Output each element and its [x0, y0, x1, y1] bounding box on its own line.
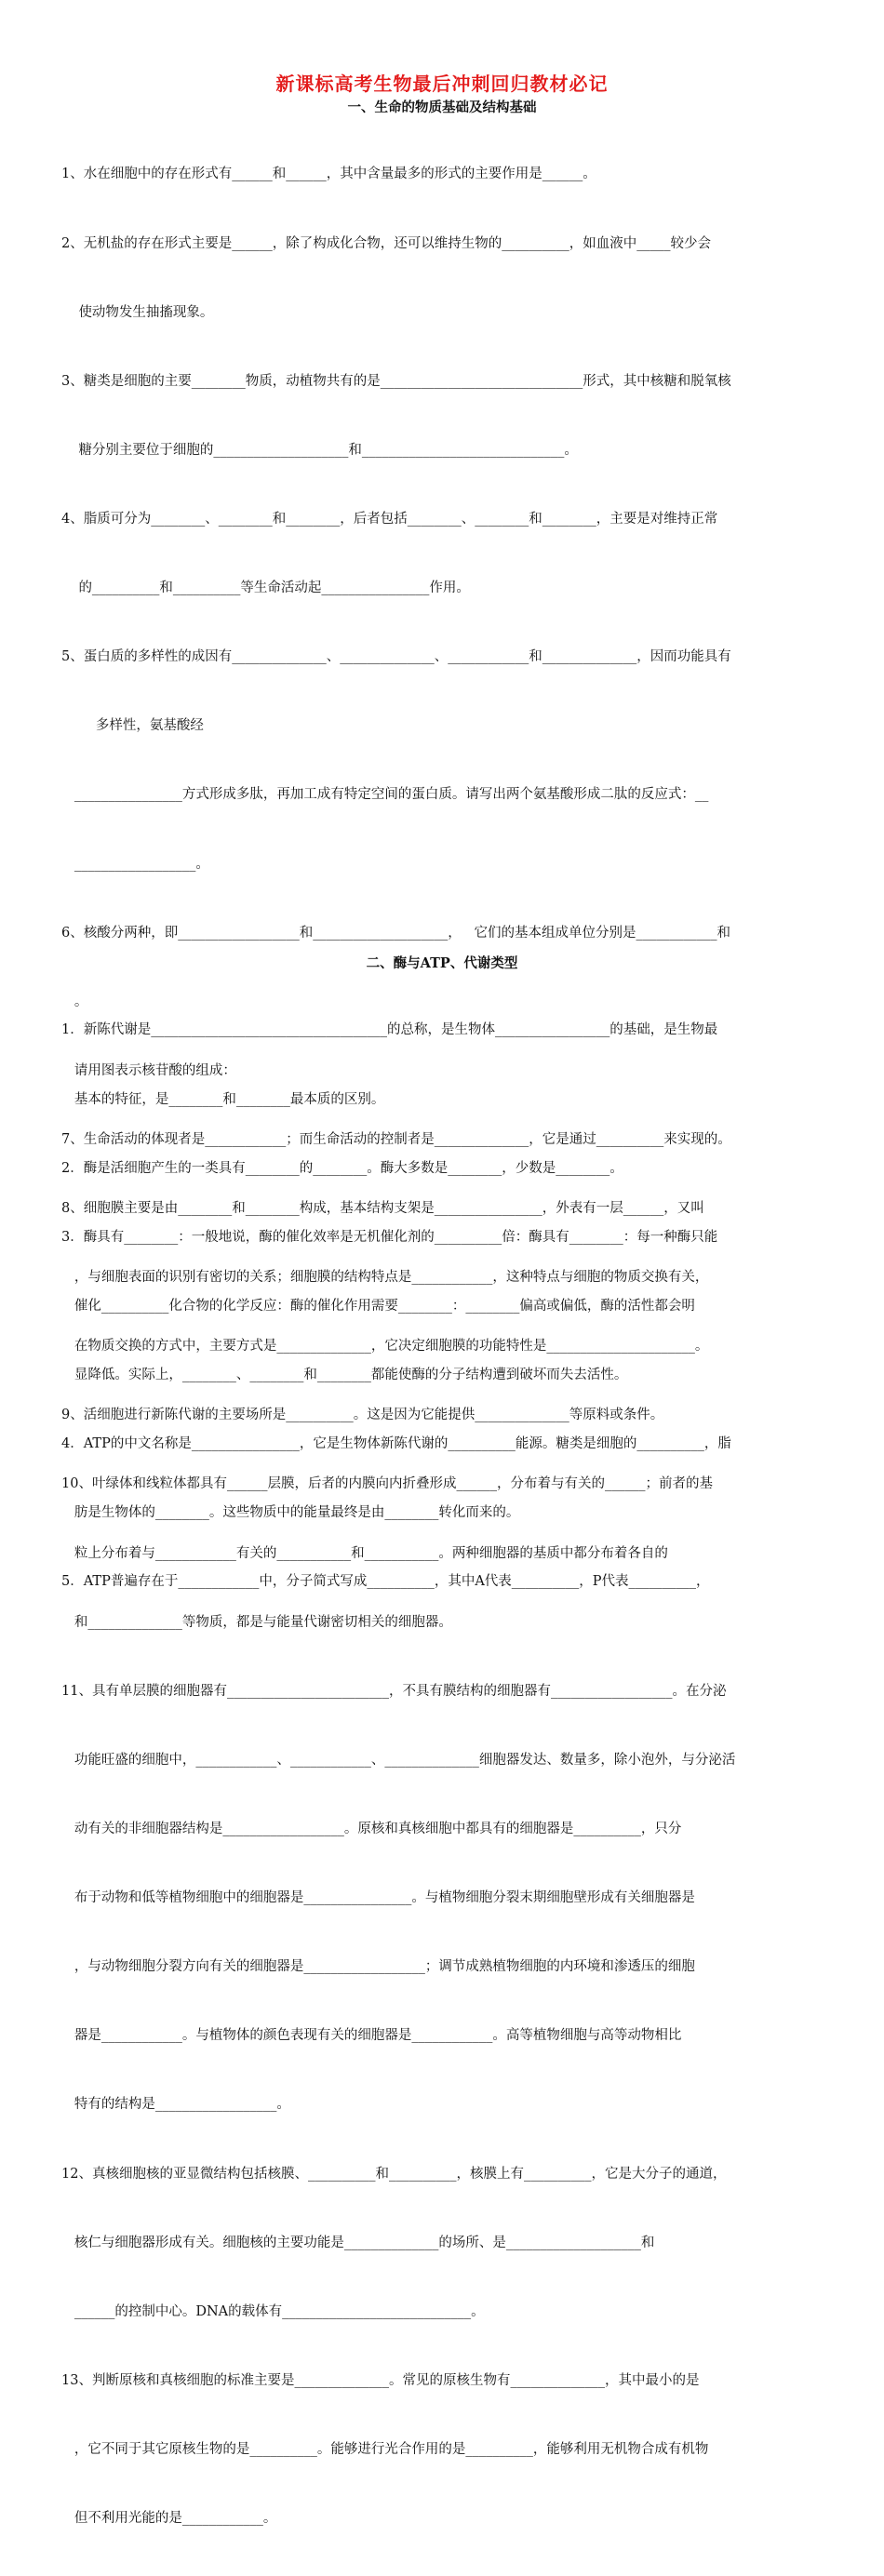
text-line: 但不利用光能的是____________。 — [61, 2511, 277, 2527]
text-line: 核仁与细胞器形成有关。细胞核的主要功能是______________的场所、是____________________和 — [61, 2235, 655, 2250]
text-line: 特有的结构是__________________。 — [61, 2097, 290, 2113]
document-title: 新课标高考生物最后冲刺回归教材必记 — [275, 73, 609, 95]
text-line: 功能旺盛的细胞中，____________、____________、______________细胞器发达、数量多，除小泡外，与分泌活 — [61, 1752, 736, 1768]
text-line: 5、蛋白质的多样性的成因有______________、______________、____________和______________，因而功能具有 — [61, 649, 731, 665]
text-line: 4、脂质可分为________、________和________，后者包括________、________和________，主要是对维持正常 — [61, 511, 718, 527]
text-line: 动有关的非细胞器结构是__________________。原核和真核细胞中都具有的细胞器是__________，只分 — [61, 1822, 682, 1837]
text-line: 5．ATP普遍存在于____________中，分子简式写成__________，其中A代表__________，P代表__________， — [61, 1574, 710, 1590]
text-line: 粒上分布着与____________有关的___________和___________。两种细胞器的基质中都分布着各自的 — [61, 1545, 668, 1561]
text-line: 多样性，氨基酸经 — [61, 718, 204, 734]
text-line: 布于动物和低等植物细胞中的细胞器是________________。与植物细胞分裂末期细胞壁形成有关细胞器是 — [61, 1890, 695, 1906]
text-line: 13、判断原核和真核细胞的标准主要是______________。常见的原核生物有______________，其中最小的是 — [61, 2372, 700, 2388]
text-line: 12、真核细胞核的亚显微结构包括核膜、__________和__________，核膜上有__________，它是大分子的通道， — [61, 2166, 727, 2182]
text-line: 使动物发生抽搐现象。 — [61, 304, 214, 320]
text-line: ，与动物细胞分裂方向有关的细胞器是__________________；调节成熟植物细胞的内环境和渗透压的细胞 — [61, 1959, 695, 1975]
text-line: 的__________和__________等生命活动起________________作用。 — [61, 581, 470, 596]
text-line: 1、水在细胞中的存在形式有______和______，其中含量最多的形式的主要作用是______。 — [61, 167, 596, 182]
section-2-body — [61, 973, 824, 1639]
text-line: 肪是生物体的________。这些物质中的能量最终是由________转化而来的。 — [61, 1505, 520, 1521]
text-line: 10、叶绿体和线粒体都具有______层膜，后者的内膜向内折叠形成______，分布着与有关的______；前者的基 — [61, 1476, 713, 1492]
text-line: 3、糖类是细胞的主要________物质，动植物共有的是______________________________形式，其中核糖和脱氧核 — [61, 373, 731, 389]
text-line: 2、无机盐的存在形式主要是______，除了构成化合物，还可以维持生物的__________，如血液中_____较少会 — [61, 235, 711, 251]
text-line: 。 — [61, 994, 88, 1009]
text-line: 6、核酸分两种，即__________________和____________________， 它们的基本组成单位分别是____________和 — [61, 925, 731, 941]
text-line: 请用图表示核苷酸的组成： — [61, 1062, 236, 1078]
text-line: 和______________等物质，都是与能量代谢密切相关的细胞器。 — [61, 1614, 452, 1630]
text-line: 4．ATP的中文名称是________________，它是生物体新陈代谢的__________能源。糖类是细胞的__________，脂 — [61, 1436, 731, 1452]
text-line: 11、具有单层膜的细胞器有________________________，不具有膜结构的细胞器有__________________。在分泌 — [61, 1683, 727, 1699]
text-line: 7、生命活动的体现者是____________；而生命活动的控制者是______________，它是通过__________来实现的。 — [61, 1131, 731, 1147]
text-line: 8、细胞膜主要是由________和________构成，基本结构支架是________________，外表有一层______，又叫 — [61, 1201, 704, 1217]
text-line: 在物质交换的方式中，主要方式是______________，它决定细胞膜的功能特性是______________________。 — [61, 1339, 709, 1355]
text-line: 9、活细胞进行新陈代谢的主要场所是__________。这是因为它能提供______________等原料或条件。 — [61, 1408, 664, 1423]
text-line: ，与细胞表面的识别有密切的关系；细胞膜的结构特点是____________，这种特点与细胞的物质交换有关， — [61, 1270, 709, 1286]
text-line: __________________。 — [61, 856, 209, 872]
text-line: 1．新陈代谢是___________________________________的总称，是生物体_________________的基础，是生物最 — [61, 1022, 718, 1038]
text-line: 2．酶是活细胞产生的一类具有________的________。酶大多数是________，少数是________。 — [61, 1160, 623, 1176]
section-2-heading: 二、酶与ATP、代谢类型 — [366, 955, 518, 971]
text-line: 催化__________化合物的化学反应：酶的催化作用需要________：________偏高或偏低，酶的活性都会明 — [61, 1298, 695, 1314]
section-1-heading: 一、生命的物质基础及结构基础 — [347, 100, 537, 115]
text-line: 显降低。实际上，________、________和________都能使酶的分子结构遭到破坏而失去活性。 — [61, 1367, 628, 1382]
text-line: 基本的特征，是________和________最本质的区别。 — [61, 1091, 385, 1107]
text-line: ________________方式形成多肽，再加工成有特定空间的蛋白质。请写出两个氨基酸形成二肽的反应式：__ — [61, 787, 709, 803]
text-line: 3．酶具有________：一般地说，酶的催化效率是无机催化剂的__________倍：酶具有________：每一种酶只能 — [61, 1229, 718, 1245]
text-line: 器是____________。与植物体的颜色表现有关的细胞器是____________。高等植物细胞与高等动物相比 — [61, 2028, 682, 2044]
text-line: ______的控制中心。DNA的载体有____________________________。 — [61, 2303, 485, 2319]
text-line: ，它不同于其它原核生物的是__________。能够进行光合作用的是__________，能够利用无机物合成有机物 — [61, 2442, 709, 2458]
text-line: 糖分别主要位于细胞的____________________和______________________________。 — [61, 442, 578, 458]
